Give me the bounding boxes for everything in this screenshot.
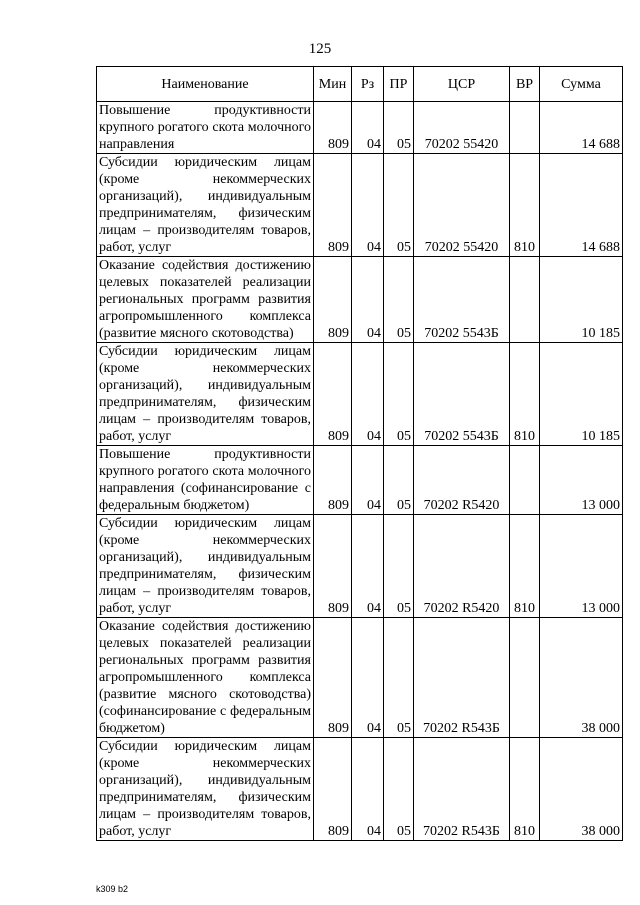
row-name: Субсидии юридическим лицам (кроме некоммерческих организаций), индивидуальным предпринимателям, физическим лицам – производителям товаров, работ, услуг <box>97 515 314 618</box>
row-csr: 70202 5543Б <box>414 343 510 446</box>
table-row <box>97 738 623 841</box>
row-sum: 10 185 <box>540 343 623 446</box>
table-header-row <box>97 67 623 102</box>
header-csr: ЦСР <box>414 67 510 102</box>
row-name: Оказание содействия достижению целевых показателей реализации региональных программ развития агропромышленного комплекса (развитие мясного скотоводства) (софинансирование с федеральным бюджетом) <box>97 618 314 738</box>
row-pr: 05 <box>384 343 414 446</box>
footer-code: k309 b2 <box>96 884 129 894</box>
row-name: Оказание содействия достижению целевых показателей реализации региональных программ развития агропромышленного комплекса (развитие мясного скотоводства) <box>97 257 314 343</box>
budget-table <box>96 66 623 841</box>
header-sum: Сумма <box>540 67 623 102</box>
row-min: 809 <box>314 738 352 841</box>
table-row <box>97 618 623 738</box>
row-sum: 13 000 <box>540 515 623 618</box>
row-name: Субсидии юридическим лицам (кроме некоммерческих организаций), индивидуальным предпринимателям, физическим лицам – производителям товаров, работ, услуг <box>97 738 314 841</box>
row-pr: 05 <box>384 446 414 515</box>
table-row <box>97 154 623 257</box>
row-sum: 14 688 <box>540 154 623 257</box>
row-rz: 04 <box>352 343 384 446</box>
table-row <box>97 343 623 446</box>
row-csr: 70202 R5420 <box>414 446 510 515</box>
row-rz: 04 <box>352 154 384 257</box>
row-rz: 04 <box>352 446 384 515</box>
row-rz: 04 <box>352 618 384 738</box>
row-vr: 810 <box>510 738 540 841</box>
header-vr: ВР <box>510 67 540 102</box>
row-rz: 04 <box>352 257 384 343</box>
row-pr: 05 <box>384 515 414 618</box>
row-csr: 70202 55420 <box>414 154 510 257</box>
row-name: Субсидии юридическим лицам (кроме некоммерческих организаций), индивидуальным предпринимателям, физическим лицам – производителям товаров, работ, услуг <box>97 343 314 446</box>
row-sum: 13 000 <box>540 446 623 515</box>
row-vr: 810 <box>510 343 540 446</box>
row-min: 809 <box>314 446 352 515</box>
row-vr: 810 <box>510 154 540 257</box>
row-name: Повышение продуктивности крупного рогатого скота молочного направления <box>97 102 314 154</box>
header-name: Наименование <box>97 67 314 102</box>
row-pr: 05 <box>384 102 414 154</box>
header-pr: ПР <box>384 67 414 102</box>
table-row <box>97 102 623 154</box>
row-min: 809 <box>314 257 352 343</box>
row-vr <box>510 446 540 515</box>
row-vr: 810 <box>510 515 540 618</box>
row-min: 809 <box>314 102 352 154</box>
header-min: Мин <box>314 67 352 102</box>
row-csr: 70202 R543Б <box>414 738 510 841</box>
row-sum: 38 000 <box>540 738 623 841</box>
row-vr <box>510 618 540 738</box>
header-rz: Рз <box>352 67 384 102</box>
row-pr: 05 <box>384 154 414 257</box>
row-vr <box>510 257 540 343</box>
row-sum: 10 185 <box>540 257 623 343</box>
table-row <box>97 446 623 515</box>
table-row <box>97 257 623 343</box>
table-row <box>97 515 623 618</box>
row-sum: 38 000 <box>540 618 623 738</box>
row-rz: 04 <box>352 515 384 618</box>
row-min: 809 <box>314 154 352 257</box>
row-min: 809 <box>314 618 352 738</box>
row-name: Субсидии юридическим лицам (кроме некоммерческих организаций), индивидуальным предпринимателям, физическим лицам – производителям товаров, работ, услуг <box>97 154 314 257</box>
row-name: Повышение продуктивности крупного рогатого скота молочного направления (софинансирование с федеральным бюджетом) <box>97 446 314 515</box>
row-sum: 14 688 <box>540 102 623 154</box>
row-csr: 70202 R5420 <box>414 515 510 618</box>
row-min: 809 <box>314 515 352 618</box>
row-csr: 70202 5543Б <box>414 257 510 343</box>
page-number: 125 <box>308 41 332 57</box>
row-rz: 04 <box>352 738 384 841</box>
row-pr: 05 <box>384 738 414 841</box>
row-vr <box>510 102 540 154</box>
row-csr: 70202 55420 <box>414 102 510 154</box>
row-pr: 05 <box>384 257 414 343</box>
row-pr: 05 <box>384 618 414 738</box>
row-min: 809 <box>314 343 352 446</box>
row-rz: 04 <box>352 102 384 154</box>
row-csr: 70202 R543Б <box>414 618 510 738</box>
